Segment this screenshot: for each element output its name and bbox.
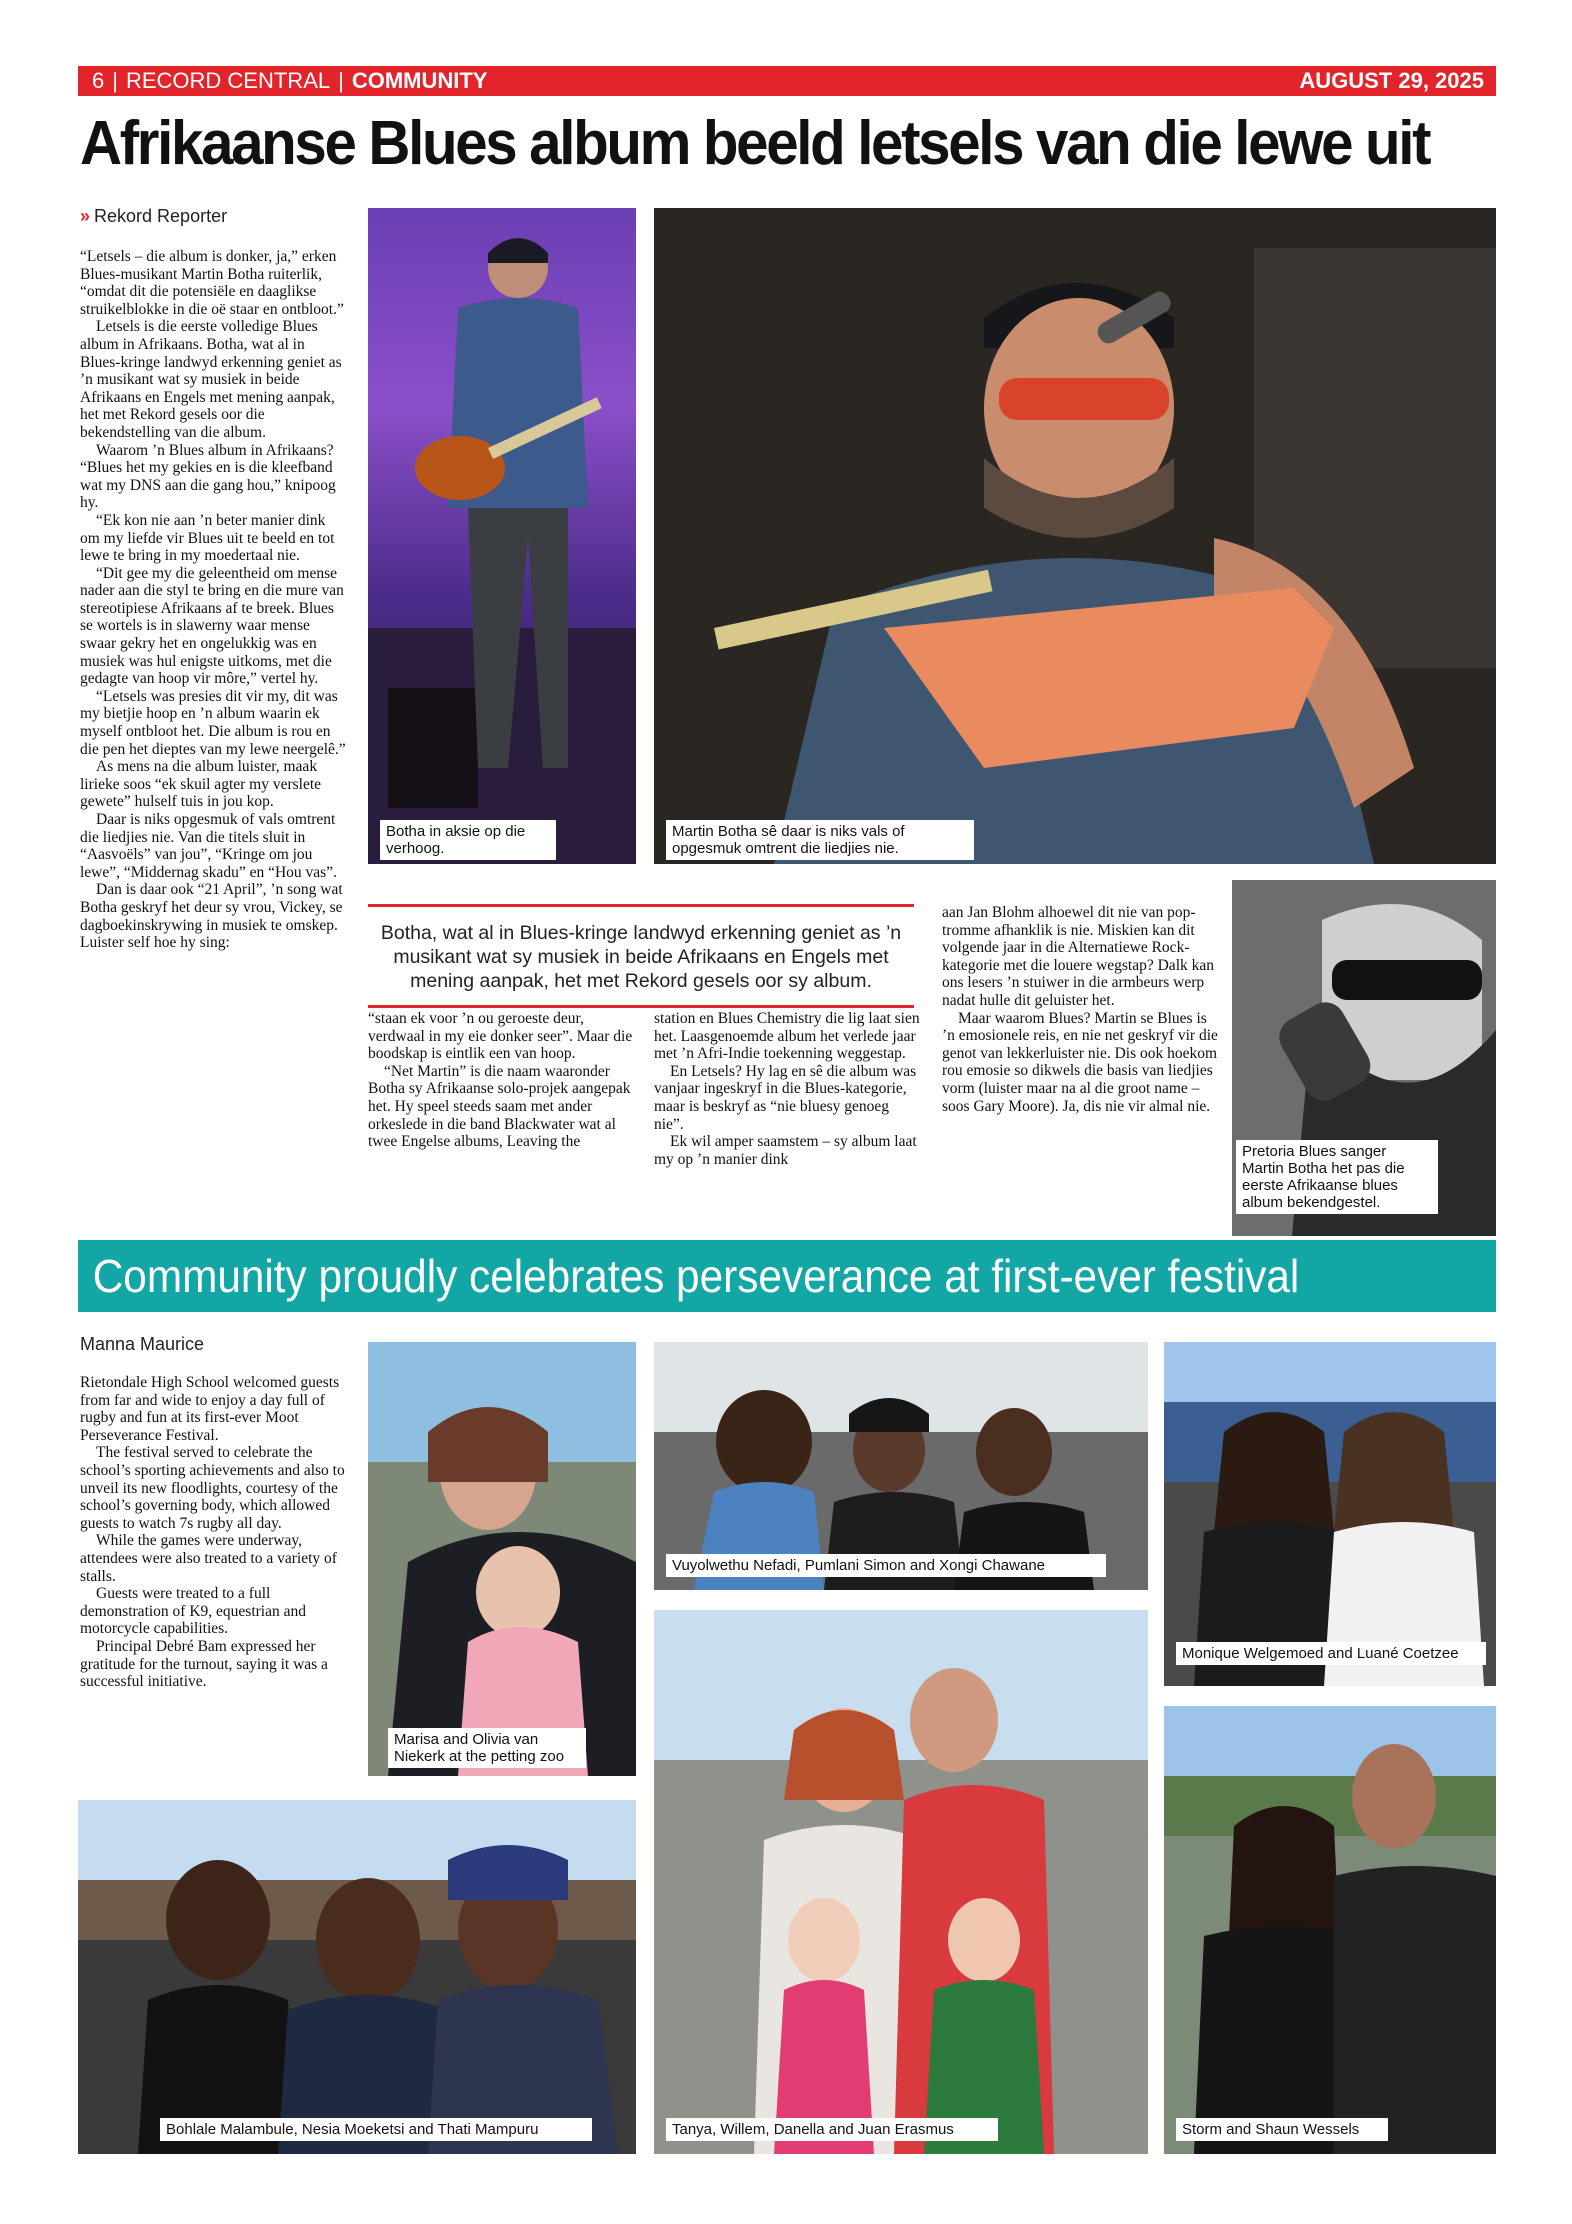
caption-monique: Monique Welgemoed and Luané Coetzee	[1176, 1642, 1486, 1665]
photo-pretoria-blues-singer	[1232, 880, 1496, 1236]
paragraph: “Ek kon nie aan ’n beter manier dink om my liefde vir Blues uit te beeld en tot lewe te bring in my moedertaal nie.	[80, 511, 335, 565]
article1-column-2	[368, 1010, 636, 1151]
photo-bohlale-group	[78, 1800, 636, 2154]
paragraph: En Letsels? Hy lag en sê die album was vanjaar ingeskryf in die Blues-kategorie, maar is beskryf as “nie bluesy genoeg nie”.	[654, 1062, 917, 1133]
caption-marisa: Marisa and Olivia van Niekerk at the petting zoo	[388, 1728, 586, 1768]
article1-column-3	[654, 1010, 922, 1168]
article1-byline	[80, 206, 227, 227]
article2-body	[80, 1374, 348, 1691]
article2-headline: Community proudly celebrates perseverance at first-ever festival	[92, 1250, 1300, 1302]
photo-vuyolwethu-group	[654, 1342, 1148, 1590]
photo-tanya-art	[654, 1610, 1148, 2154]
article1-column-1	[80, 248, 348, 952]
paragraph: As mens na die album luister, maak lirieke soos “ek skuil agter my verslete gewete” hulself tuis in jou kop.	[80, 758, 322, 811]
paragraph: Waarom ’n Blues album in Afrikaans? “Blues het my gekies en is die kleefband wat my DNS aan die gang hou,” knipoog hy.	[80, 441, 336, 512]
caption-tanya: Tanya, Willem, Danella and Juan Erasmus	[666, 2118, 998, 2141]
photo-martin-botha-large	[654, 208, 1496, 864]
photo-monique-art	[1164, 1342, 1496, 1686]
paragraph: While the games were underway, attendees were also treated to a variety of stalls.	[80, 1532, 337, 1585]
photo-monique-luane	[1164, 1342, 1496, 1686]
paragraph: Maar waarom Blues? Martin se Blues is ’n emosionele reis, en nie net geskryf vir die genot van lekkerluister nie. Dis ook hoekom rou emosie so dikwels die basis van liedjies vorm (luister maar na al die groot name – soos Gary Moore). Ja, dis nie vir almal nie.	[942, 1009, 1218, 1115]
paragraph: station en Blues Chemistry die lig laat sien het. Laasgenoemde album het verlede jaar met ’n Afri-Indie toekenning weggestap.	[654, 1010, 920, 1063]
photo-marisa-olivia	[368, 1342, 636, 1776]
article2-headline-band	[78, 1240, 1496, 1312]
paragraph: Guests were treated to a full demonstration of K9, equestrian and motorcycle capabilities.	[80, 1585, 306, 1638]
caption-bohlale: Bohlale Malambule, Nesia Moeketsi and Thati Mampuru	[160, 2118, 592, 2141]
issue-date: AUGUST 29, 2025	[1299, 68, 1484, 93]
photo-tanya-family	[654, 1610, 1148, 2154]
paragraph: Daar is niks opgesmuk of vals omtrent die liedjies nie. Van die titels sluit in “Aasvoëls” van jou”, “Kringe om jou lewe”, “Middernag skadu” en “Hou vas”.	[80, 811, 337, 881]
paragraph: Dan is daar ook “21 April”, ’n song wat Botha geskryf het deur sy vrou, Vickey, se dagboekinskrywing in musiek te omskep. Luister self hoe hy sing:	[80, 881, 343, 952]
section-name: COMMUNITY	[351, 68, 488, 93]
photo-vuyolwethu-art	[654, 1342, 1148, 1590]
article1-headline: Afrikaanse Blues album beeld letsels van die lewe uit	[80, 109, 1430, 178]
caption-photo2: Martin Botha sê daar is niks vals of opgesmuk omtrent die liedjies nie.	[666, 820, 974, 860]
paragraph: Ek wil amper saamstem – sy album laat my op ’n manier dink	[654, 1133, 917, 1168]
byline-text: Rekord Reporter	[94, 206, 228, 226]
photo-bohlale-art	[78, 1800, 636, 2154]
page-number: 6	[92, 68, 105, 93]
caption-photo1: Botha in aksie op die verhoog.	[380, 820, 556, 860]
photo-marisa-olivia-art	[368, 1342, 636, 1776]
paragraph: “Letsels – die album is donker, ja,” erken Blues-musikant Martin Botha ruiterlik, “omdat dit die potensiële en daaglikse struikelblokke in die oë staar en ontbloot.”	[80, 248, 344, 318]
photo-botha-stage	[368, 208, 636, 864]
paragraph: “Letsels was presies dit vir my, dit was my bietjie hoop en ’n album waarin ek myself ontbloot het. Die album is rou en die pen het dieptes van my lewe neergelê.”	[80, 687, 346, 758]
caption-photo3: Pretoria Blues sanger Martin Botha het pas die eerste Afrikaanse blues album bekendgestel.	[1236, 1140, 1438, 1214]
paragraph: “Dit gee my die geleentheid om mense nader aan die styl te bring en die mure van stereotipiese Afrikaans af te breek. Blues se wortels is in slawerny waar mense swaar gekry het en ongelukkig was en musiek was hul enigste uitkoms, met die gedagte van hoop vir môre,” vertel hy.	[80, 564, 344, 688]
photo-storm-art	[1164, 1706, 1496, 2154]
article1-column-4	[942, 904, 1218, 1115]
article2-byline: Manna Maurice	[80, 1334, 205, 1354]
caption-storm: Storm and Shaun Wessels	[1176, 2118, 1388, 2141]
paragraph: “staan ek voor ’n ou geroeste deur, verdwaal in my eie donker seer”. Maar die boodskap is eintlik een van hoop.	[368, 1010, 633, 1063]
paragraph: Letsels is die eerste volledige Blues album in Afrikaans. Botha, wat al in Blues-kringe landwyd erkenning geniet as ’n musikant wat sy musiek in beide Afrikaans en Engels met mening aanpak, het met Rekord gesels oor die bekendstelling van die album.	[80, 318, 342, 441]
photo-storm-shaun	[1164, 1706, 1496, 2154]
paragraph: The festival served to celebrate the school’s sporting achievements and also to unveil its new floodlights, courtesy of the school’s governing body, which allowed guests to watch 7s rugby all day.	[80, 1444, 345, 1532]
publication-name: RECORD CENTRAL	[125, 68, 331, 93]
byline-arrow-icon: »	[80, 206, 91, 226]
paragraph: Rietondale High School welcomed guests from far and wide to enjoy a day full of rugby and fun at its first-ever Moot Perseverance Festival.	[80, 1374, 340, 1444]
paragraph: “Net Martin” is die naam waaronder Botha sy Afrikaanse solo-projek aangepak het. Hy speel steeds saam met ander orkeslede in die band Blackwater wat al twee Engelse albums, Leaving the	[368, 1062, 631, 1151]
photo-botha-stage-art	[368, 208, 636, 864]
page-header-bar: 6 | RECORD CENTRAL | COMMUNITY AUGUST 29, 2025	[78, 66, 1496, 96]
caption-vuyo: Vuyolwethu Nefadi, Pumlani Simon and Xongi Chawane	[666, 1554, 1106, 1577]
paragraph: Principal Debré Bam expressed her gratitude for the turnout, saying it was a successful initiative.	[80, 1637, 328, 1691]
pull-quote: Botha, wat al in Blues-kringe landwyd erkenning geniet as ’n musikant wat sy musiek in beide Afrikaans en Engels met mening aanpak, het met Rekord gesels oor sy album.	[368, 904, 914, 1008]
paragraph: aan Jan Blohm alhoewel dit nie van pop-tromme afhanklik is nie. Miskien kan dit volgende jaar in die Alternatiewe Rock-kategorie met die louere wegstap? Dalk kan ons lesers ’n stuiwer in die armbeurs werp nadat hulle dit geluister het.	[942, 904, 1214, 1009]
photo-martin-botha-large-art	[654, 208, 1496, 864]
